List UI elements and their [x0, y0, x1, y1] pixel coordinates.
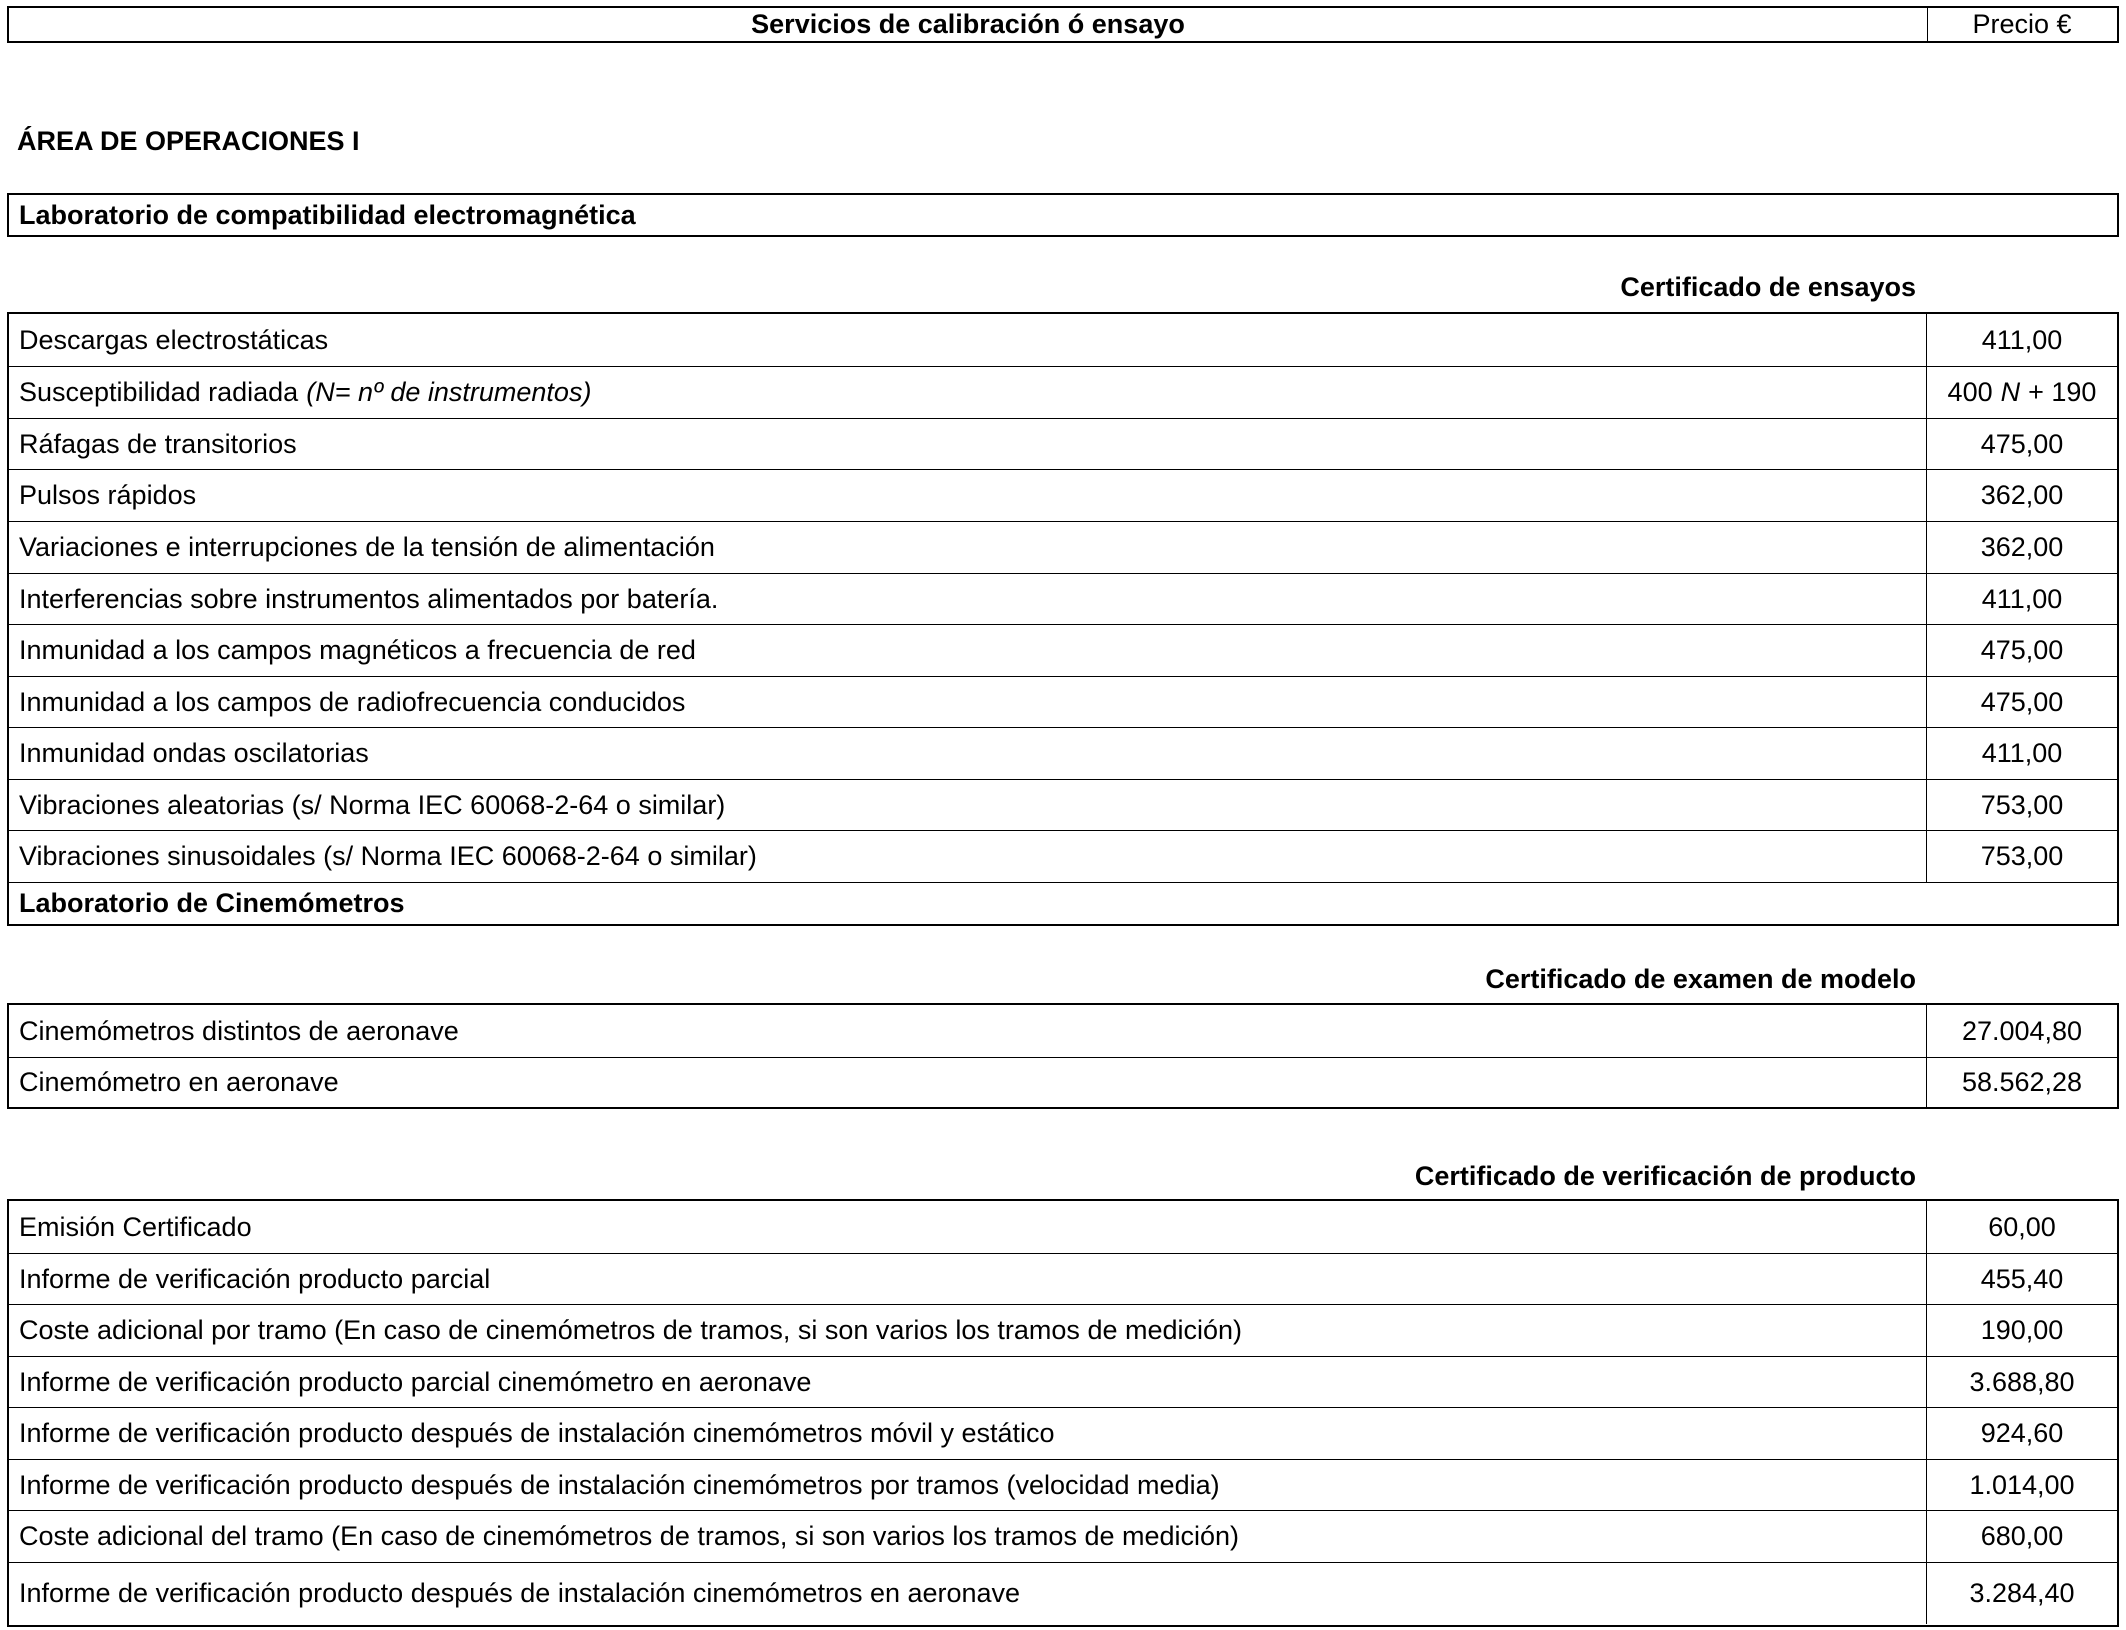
model-section-title: Certificado de examen de modelo — [1485, 964, 1916, 994]
row-description: Descargas electrostáticas — [9, 314, 1927, 366]
row-description: Inmunidad a los campos de radiofrecuencia conducidos — [9, 677, 1927, 727]
row-description: Inmunidad ondas oscilatorias — [9, 728, 1927, 779]
table-row — [9, 624, 2117, 676]
row-description: Pulsos rápidos — [9, 470, 1927, 521]
row-description: Informe de verificación producto después de instalación cinemómetros en aeronave — [9, 1563, 1927, 1624]
lab-cinemometros-title: Laboratorio de Cinemómetros — [19, 888, 405, 918]
table-row — [9, 676, 2117, 727]
table-row — [9, 521, 2117, 573]
table-row — [9, 469, 2117, 521]
row-price: 27.004,80 — [1961, 1015, 2083, 1046]
table-row — [9, 1304, 2117, 1356]
row-price — [1927, 367, 2117, 418]
table-row — [9, 1356, 2117, 1407]
row-price: 1.014,00 — [1969, 1469, 2075, 1500]
row-description: Emisión Certificado — [9, 1201, 1927, 1253]
table-row — [9, 1005, 2117, 1057]
row-price: 455,40 — [1980, 1263, 2064, 1294]
row-price: 411,00 — [1981, 583, 2063, 614]
row-description — [9, 367, 1927, 418]
emc-section-title: Certificado de ensayos — [1620, 272, 1916, 302]
row-description: Cinemómetros distintos de aeronave — [9, 1005, 1927, 1057]
table-row — [9, 1407, 2117, 1459]
row-price: 60,00 — [1988, 1211, 2056, 1242]
row-price: 411,00 — [1981, 324, 2063, 355]
table-row — [9, 418, 2117, 469]
row-description: Variaciones e interrupciones de la tensión de alimentación — [9, 522, 1927, 573]
row-price: 475,00 — [1980, 686, 2064, 717]
table-row — [9, 1201, 2117, 1253]
row-description: Coste adicional por tramo (En caso de cinemómetros de tramos, si son varios los tramos de medición) — [9, 1305, 1927, 1356]
row-description: Vibraciones aleatorias (s/ Norma IEC 60068-2-64 o similar) — [9, 780, 1927, 830]
row-price-constant: + 190 — [2028, 377, 2097, 407]
row-price: 475,00 — [1980, 635, 2064, 665]
row-price: 411,00 — [1981, 738, 2063, 768]
row-price: 924,60 — [1980, 1418, 2064, 1448]
row-description: Inmunidad a los campos magnéticos a frecuencia de red — [9, 625, 1927, 676]
row-description: Informe de verificación producto parcial — [9, 1254, 1927, 1304]
row-price: 190,00 — [1980, 1315, 2064, 1345]
row-description: Ráfagas de transitorios — [9, 419, 1927, 469]
row-description-text: Susceptibilidad radiada — [19, 377, 299, 407]
table-row — [9, 1459, 2117, 1510]
header-title: Servicios de calibración ó ensayo — [9, 8, 1928, 41]
table-row — [9, 830, 2117, 882]
header-price-label: Precio € — [1972, 9, 2072, 39]
row-price: 362,00 — [1980, 480, 2064, 510]
row-price: 753,00 — [1980, 841, 2064, 871]
row-price: 3.688,80 — [1969, 1366, 2075, 1397]
row-description: Informe de verificación producto después de instalación cinemómetros móvil y estático — [9, 1408, 1927, 1459]
table-row — [9, 314, 2117, 366]
product-section-title: Certificado de verificación de producto — [1414, 1161, 1916, 1191]
row-price: 475,00 — [1980, 428, 2064, 459]
model-table — [7, 1003, 2119, 1109]
lab-cinemometros-row — [9, 882, 2117, 924]
row-description: Vibraciones sinusoidales (s/ Norma IEC 60068-2-64 o similar) — [9, 831, 1927, 882]
table-row — [9, 1510, 2117, 1562]
emc-table — [7, 312, 2119, 926]
row-description-note: (N= nº de instrumentos) — [306, 377, 592, 407]
table-row — [9, 779, 2117, 830]
row-price: 58.562,28 — [1961, 1067, 2083, 1097]
product-table — [7, 1199, 2119, 1627]
row-description: Informe de verificación producto después de instalación cinemómetros por tramos (velocidad media) — [9, 1460, 1927, 1510]
row-description: Cinemómetro en aeronave — [9, 1058, 1927, 1107]
area-title: ÁREA DE OPERACIONES I — [17, 126, 360, 156]
row-description: Coste adicional del tramo (En caso de cinemómetros de tramos, si son varios los tramos de medición) — [9, 1511, 1927, 1562]
row-price-variable: N — [2000, 377, 2021, 407]
header-table — [7, 6, 2119, 43]
row-price: 680,00 — [1980, 1521, 2064, 1551]
lab-emc-title: Laboratorio de compatibilidad electromagnética — [19, 199, 636, 230]
row-price-factor: 400 — [1947, 377, 1993, 407]
lab-emc-title-box — [7, 193, 2119, 237]
table-row — [9, 1253, 2117, 1304]
row-description: Informe de verificación producto parcial cinemómetro en aeronave — [9, 1357, 1927, 1407]
row-description: Interferencias sobre instrumentos alimentados por batería. — [9, 574, 1927, 624]
table-row — [9, 573, 2117, 624]
table-row — [9, 727, 2117, 779]
row-price: 362,00 — [1980, 532, 2064, 562]
table-row — [9, 1562, 2117, 1624]
table-row — [9, 366, 2117, 418]
row-price: 753,00 — [1980, 789, 2064, 820]
table-row — [9, 1057, 2117, 1107]
row-price: 3.284,40 — [1969, 1578, 2075, 1608]
